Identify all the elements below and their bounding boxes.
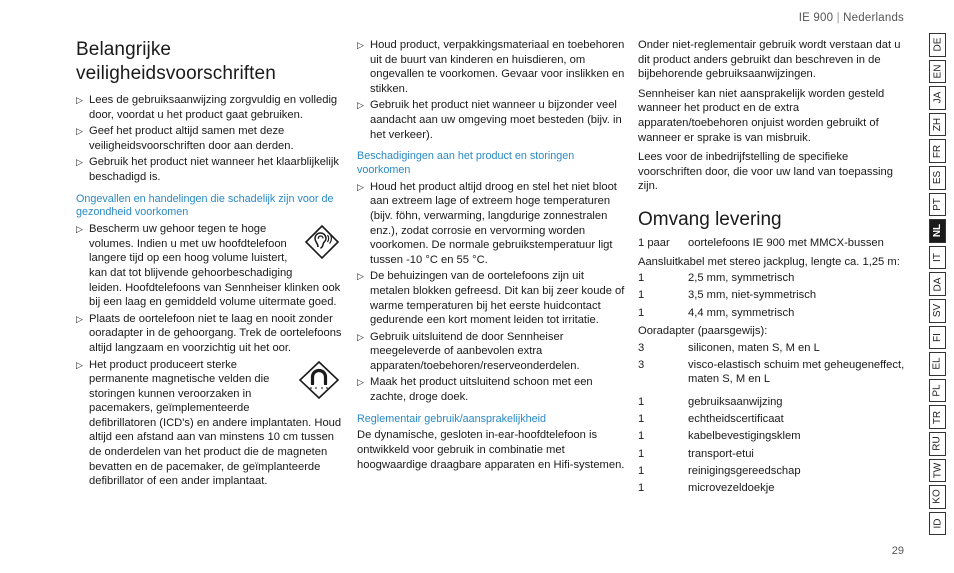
delivery-row: 1 3,5 mm, niet-symmetrisch	[638, 289, 817, 302]
triangle-right-icon: ▷	[76, 157, 83, 168]
delivery-row: 1 4,4 mm, symmetrisch	[638, 306, 795, 319]
triangle-right-icon: ▷	[76, 224, 83, 235]
column-2	[357, 38, 625, 477]
section-title-delivery: Omvang levering	[638, 208, 782, 230]
list-item: ▷ Lees de gebruiksaanwijzing zorgvuldig en volledig door, voordat u het product gaat gebruiken.	[76, 94, 338, 121]
tab-language-ko[interactable]: KO	[929, 485, 946, 509]
header-product: IE 900	[798, 12, 834, 24]
triangle-right-icon: ▷	[357, 271, 364, 282]
delivery-row: 1 echtheidscertificaat	[638, 413, 784, 426]
tab-language-en[interactable]: EN	[929, 60, 946, 84]
subheading-intended-use: Reglementair gebruik/aansprakelijkheid	[357, 412, 547, 425]
tab-language-it[interactable]: IT	[929, 246, 946, 270]
hearing-protection-icon	[304, 224, 340, 265]
subheading-accidents: Ongevallen en handelingen die schadelijk zijn voor de gezondheid voorkomen	[76, 192, 334, 219]
triangle-right-icon: ▷	[357, 100, 364, 111]
paragraph: Lees voor de inbedrijfstelling de specifieke voorschriften door, die voor uw land van toepassing zijn.	[638, 151, 893, 193]
tab-language-es[interactable]: ES	[929, 166, 946, 190]
list-item: ▷ De behuizingen van de oortelefoons zijn uit metalen blokken gefreesd. Dit kan bij zeer koude of warme temperaturen bij het eerste huidcontact gedurende een kort moment leiden tot irritatie.	[357, 270, 625, 327]
list-item: ▷ Gebruik het product niet wanneer het klaarblijkelijk beschadigd is.	[76, 156, 339, 183]
triangle-right-icon: ▷	[76, 359, 83, 370]
triangle-right-icon: ▷	[357, 331, 364, 342]
magnetic-field-icon	[298, 360, 340, 405]
intended-use-paragraph: De dynamische, gesloten in-ear-hoofdtelefoon is ontwikkeld voor gebruik in combinatie met hoogwaardige draagbare apparaten en Hifi-systemen.	[357, 429, 625, 471]
accident-bullet-list	[76, 222, 342, 489]
intro-bullet-list	[76, 93, 342, 185]
tab-language-sv[interactable]: SV	[929, 299, 946, 323]
delivery-row: 1 2,5 mm, symmetrisch	[638, 272, 795, 285]
header-language: Nederlands	[843, 12, 904, 24]
list-item: ▷ Gebruik het product niet wanneer u bijzonder veel aandacht aan uw omgeving moet besteden (bijv. in het verkeer).	[357, 99, 622, 141]
list-item: ▷ Plaats de oortelefoon niet te laag en nooit zonder ooradapter in de gehoorgang. Trek de oortelefoons altijd langzaam en voorzichtig uit het oor.	[76, 312, 342, 354]
delivery-row: 1 transport-etui	[638, 447, 754, 460]
paragraph: Onder niet-reglementair gebruik wordt verstaan dat u dit product anders gebruikt dan beschreven in de bijbehorende gebruiksaanwijzingen.	[638, 39, 901, 81]
tab-language-fi[interactable]: FI	[929, 326, 946, 350]
delivery-row: 1 microvezeldoekje	[638, 482, 775, 494]
adapter-label: Ooradapter (paarsgewijs):	[638, 325, 768, 338]
triangle-right-icon: ▷	[357, 40, 364, 50]
tab-language-id[interactable]: ID	[929, 512, 946, 536]
delivery-row: 1 reinigingsgereedschap	[638, 464, 801, 477]
tab-language-de[interactable]: DE	[929, 33, 946, 57]
delivery-row: 3 siliconen, maten S, M en L	[638, 341, 820, 354]
tab-language-el[interactable]: EL	[929, 352, 946, 376]
tab-language-pl[interactable]: PL	[929, 379, 946, 403]
list-item: ▷ Maak het product uitsluitend schoon met een zachte, droge doek.	[357, 376, 593, 404]
delivery-row: 1 gebruiksaanwijzing	[638, 396, 783, 409]
column-1	[76, 38, 342, 491]
triangle-right-icon: ▷	[357, 377, 364, 388]
triangle-right-icon: ▷	[357, 181, 364, 192]
paragraph: Sennheiser kan niet aansprakelijk worden gesteld wanneer het product en de extra apparaten/toebehoren onjuist worden gebruikt of wanneer er sprake is van misbruik.	[638, 87, 885, 144]
tab-language-ru[interactable]: RU	[929, 432, 946, 456]
list-item: ▷ Houd het product altijd droog en stel het niet bloot aan extreem lage of extreem hoge temperaturen (bijv. föhn, verwarming, langdurige zonnestralen enz.), zodat corrosie en vervorming worden voorkomen. De normale gebruikstemperatuur ligt tussen -10 °C en 55 °C.	[357, 180, 617, 266]
delivery-qty: 1 paar	[638, 236, 670, 249]
delivery-row-earphones	[638, 236, 910, 251]
delivery-item: oortelefoons IE 900 met MMCX-bussen	[688, 236, 884, 249]
triangle-right-icon: ▷	[76, 126, 83, 137]
page-number: 29	[891, 545, 904, 557]
section-title-safety: Belangrijke veiligheidsvoorschriften	[76, 39, 276, 84]
list-item: ▷ Bescherm uw gehoor tegen te hoge volumes. Indien u met uw hoofdtelefoon langere tijd op een hoog volume luistert, kan dat tot blijvende gehoorbeschadiging leiden. Hoofdtelefoons van Sennheiser klinken ook bij een laag en gemiddeld volume uitermate goed.	[76, 223, 341, 309]
tab-language-da[interactable]: DA	[929, 272, 946, 296]
triangle-right-icon: ▷	[76, 95, 83, 105]
tab-language-tr[interactable]: TR	[929, 405, 946, 429]
list-item: ▷ Het product produceert sterke permanente magnetische velden die storingen kunnen veroorzaken in pacemakers, geïmplementeerde defibrillatoren (ICD's) en andere implantaten. Houd altijd een afstand aan van minstens 10 cm tussen de onderdelen van het product die de magneten bevatten en de pacemaker, de geïmplanteerde defibrillator of een ander implantaat.	[76, 358, 342, 488]
general-bullet-list	[357, 38, 625, 142]
cable-label: Aansluitkabel met stereo jackplug, lengte ca. 1,25 m:	[638, 255, 900, 268]
damage-bullet-list	[357, 180, 625, 405]
tab-language-tw[interactable]: TW	[929, 459, 946, 483]
page-header	[799, 12, 904, 24]
tab-language-zh[interactable]: ZH	[929, 113, 946, 137]
triangle-right-icon: ▷	[76, 313, 83, 324]
language-tabs	[929, 33, 948, 538]
delivery-row: 1 kabelbevestigingsklem	[638, 430, 801, 443]
delivery-row: 3 visco-elastisch schuim met geheugeneffect, maten S, M en L	[638, 358, 905, 386]
tab-language-pt[interactable]: PT	[929, 193, 946, 217]
column-3	[638, 38, 910, 498]
list-item: ▷ Geef het product altijd samen met deze veiligheidsvoorschriften door aan derden.	[76, 125, 294, 152]
tab-language-nl[interactable]: NL	[929, 219, 946, 243]
subheading-damage: Beschadigingen aan het product en storingen voorkomen	[357, 150, 575, 176]
tab-language-ja[interactable]: JA	[929, 86, 946, 110]
list-item: ▷ Gebruik uitsluitend de door Sennheiser meegeleverde of aanbevolen extra apparaten/toebehoren/reserveonderdelen.	[357, 330, 580, 372]
list-item: ▷ Houd product, verpakkingsmateriaal en toebehoren uit de buurt van kinderen en huisdieren, om ongevallen te voorkomen. Gevaar voor inslikken en stikken.	[357, 39, 625, 95]
header-separator: |	[836, 12, 840, 24]
tab-language-fr[interactable]: FR	[929, 139, 946, 163]
